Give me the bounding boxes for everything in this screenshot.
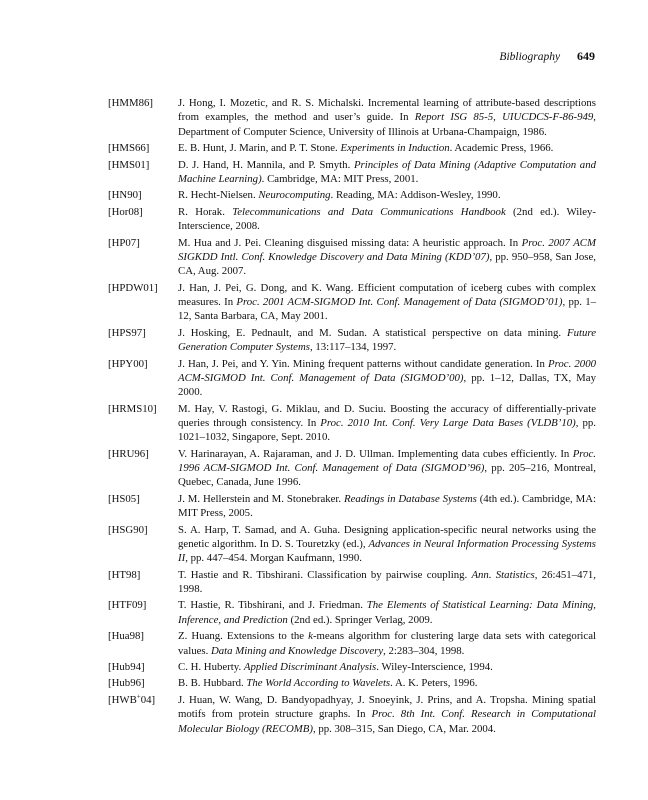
bib-text-italic: Proc. 8th Int. Conf. Research in Computational Molecular Biology (RECOMB) (178, 708, 596, 735)
bib-entry (108, 158, 596, 187)
bib-text-segment: V. Harinarayan, A. Rajaraman, and J. D. Ullman. Implementing data cubes efficiently. In (178, 447, 573, 460)
bib-entry (108, 402, 596, 445)
bib-text-italic: Applied Discriminant Analysis (243, 660, 377, 673)
bib-key: [HSG90] (108, 523, 148, 536)
bib-entry (108, 188, 596, 202)
bib-text-segment: (4th ed.). Cambridge, MA: MIT Press, 2005. (178, 492, 597, 520)
bib-text-segment: Z. Huang. Extensions to the (178, 630, 309, 643)
bib-text-italic: Report ISG 85-5, UIUCDCS-F-86-949 (414, 111, 594, 124)
bib-text-italic: Proc. 2000 ACM-SIGMOD Int. Conf. Management of Data (SIGMOD’00) (178, 357, 596, 384)
bib-text-italic: The World According to Wavelets (246, 677, 391, 690)
bib-text-segment: , 13:117–134, 1997. (309, 341, 397, 354)
bib-text-segment: , pp. 205–216, Montreal, Quebec, Canada, June 1996. (178, 462, 596, 489)
bib-text-segment: , 26:451–471, 1998. (178, 568, 596, 595)
section-title: Bibliography (499, 51, 561, 63)
bib-text-italic: Advances in Neural Information Processing Systems II (178, 537, 596, 565)
bib-key: [HRU96] (108, 447, 149, 460)
bib-text (178, 236, 596, 279)
bib-entry (108, 326, 596, 355)
bib-text-segment: . Wiley-Interscience, 1994. (376, 660, 493, 673)
bib-text-segment: J. Huan, W. Wang, D. Bandyopadhyay, J. Snoeyink, J. Prins, and A. Tropsha. Mining spatial motifs from protein structure graphs. In (178, 693, 596, 721)
bib-text-segment: J. M. Hellerstein and M. Stonebraker. (178, 492, 345, 505)
bib-key: [HP07] (108, 236, 140, 249)
bib-text-italic: Principles of Data Mining (Adaptive Computation and Machine Learning) (178, 158, 597, 185)
bib-key: [Hub94] (108, 660, 145, 673)
bib-text-italic: Proc. 2010 Int. Conf. Very Large Data Bases (VLDB’10) (320, 416, 576, 429)
bib-text-italic: Experiments in Induction (340, 142, 450, 155)
bib-entry (108, 141, 596, 155)
bib-text (178, 676, 596, 690)
bib-text-italic: The Elements of Statistical Learning: Data Mining, Inference, and Prediction (178, 599, 596, 626)
bib-key: [Hua98] (108, 630, 144, 643)
bib-text-segment: D. J. Hand, H. Mannila, and P. Smyth. (178, 158, 354, 171)
bib-text-segment: . Academic Press, 1966. (449, 142, 554, 155)
bib-text (178, 447, 596, 490)
bib-text-segment: R. Horak. (178, 205, 233, 218)
bib-text-italic: Proc. 1996 ACM-SIGMOD Int. Conf. Management of Data (SIGMOD’96) (178, 447, 596, 474)
bib-key-tail: 04] (140, 693, 156, 706)
bib-key: [HMM86] (108, 97, 153, 109)
page-number: 649 (577, 49, 595, 63)
bib-text-segment: (2nd ed.). Wiley-Interscience, 2008. (178, 205, 596, 233)
bib-text-italic: Readings in Database Systems (344, 492, 477, 505)
bib-text (178, 568, 596, 597)
bib-entry (108, 676, 596, 690)
bib-text-segment: J. Han, J. Pei, G. Dong, and K. Wang. Efficient computation of iceberg cubes with complex measures. In (178, 281, 596, 308)
bib-entry (108, 205, 596, 234)
bib-text-segment: T. Hastie and R. Tibshirani. Classification by pairwise coupling. (178, 568, 472, 581)
bib-text (178, 188, 596, 202)
bib-text (178, 523, 596, 566)
bib-entry (108, 236, 596, 279)
bib-entry (108, 693, 596, 736)
bib-entry (108, 523, 596, 566)
bib-text (178, 141, 596, 155)
bib-key: [HPS97] (108, 326, 146, 339)
bib-text (178, 205, 596, 234)
bib-entry (108, 357, 596, 400)
bib-text-segment: E. B. Hunt, J. Marin, and P. T. Stone. (178, 142, 341, 155)
bib-text-italic: Future Generation Computer Systems (178, 326, 596, 354)
bib-text-segment: -means algorithm for clustering large data sets with categorical values. (178, 630, 596, 657)
bib-key: [HMS01] (108, 158, 150, 171)
bib-text-segment: B. B. Hubbard. (178, 677, 247, 690)
bib-text-italic: k (308, 630, 313, 643)
bib-key: [HPY00] (108, 357, 148, 370)
bib-key: [HTF09] (108, 599, 147, 612)
bib-key-superscript: + (136, 692, 141, 701)
bib-text-segment: . Reading, MA: Addison-Wesley, 1990. (330, 189, 501, 202)
bib-text (178, 629, 596, 658)
bib-key: [HPDW01] (108, 281, 158, 294)
bib-text-segment: , Department of Computer Science, University of Illinois at Urbana-Champaign, 1986. (178, 111, 596, 138)
bib-key: [Hub96] (108, 677, 145, 690)
bib-text-segment: T. Hastie, R. Tibshirani, and J. Friedman. (178, 599, 367, 612)
running-head (499, 49, 595, 64)
bib-text-segment: J. Hong, I. Mozetic, and R. S. Michalski. Incremental learning of attribute-based descriptions from examples, the method and user’s guide. In (178, 97, 596, 124)
bib-text-italic: Telecommunications and Data Communications Handbook (232, 205, 506, 218)
bib-text-italic: Proc. 2007 ACM SIGKDD Intl. Conf. Knowledge Discovery and Data Mining (KDD’07) (178, 236, 596, 263)
bib-text (178, 492, 596, 521)
bib-text-segment: M. Hay, V. Rastogi, G. Miklau, and D. Suciu. Boosting the accuracy of differentially-private queries through consistency. In (178, 402, 596, 429)
bib-entry (108, 598, 596, 627)
bib-key: [HT98] (108, 568, 141, 581)
bib-key-base: [HWB (108, 693, 137, 706)
bib-entry (108, 96, 596, 139)
bib-entry (108, 281, 596, 324)
bib-text (178, 281, 596, 324)
bib-text (178, 402, 596, 445)
bib-text-segment: , 2:283–304, 1998. (383, 644, 465, 657)
bib-text-segment: J. Hosking, E. Pednault, and M. Sudan. A statistical perspective on data mining. (178, 326, 567, 339)
bib-text (178, 96, 596, 139)
bib-entry (108, 629, 596, 658)
bib-text-segment: M. Hua and J. Pei. Cleaning disguised missing data: A heuristic approach. In (178, 236, 522, 249)
bib-text-segment: R. Hecht-Nielsen. (178, 189, 259, 202)
bib-text-segment: , pp. 950–958, San Jose, CA, Aug. 2007. (178, 250, 596, 278)
bib-text (178, 660, 596, 674)
bib-text-segment: . A. K. Peters, 1996. (390, 677, 478, 690)
bib-text-segment: , pp. 1021–1032, Singapore, Sept. 2010. (178, 416, 596, 444)
bib-text-italic: Proc. 2001 ACM-SIGMOD Int. Conf. Management of Data (SIGMOD’01) (236, 295, 563, 308)
bib-entry (108, 492, 596, 521)
bib-entry (108, 447, 596, 490)
bib-key: [HN90] (108, 189, 142, 202)
bib-text-segment: , pp. 1–12, Dallas, TX, May 2000. (178, 371, 596, 399)
bib-text-segment: (2nd ed.). Springer Verlag, 2009. (287, 613, 433, 626)
bib-text-segment: , pp. 447–454. Morgan Kaufmann, 1990. (185, 552, 362, 565)
bib-text (178, 598, 596, 627)
bibliography-list (108, 96, 596, 738)
bib-key: [HS05] (108, 492, 140, 505)
bib-key: [HMS66] (108, 142, 150, 155)
bib-text (178, 158, 596, 187)
bib-key: [HRMS10] (108, 402, 157, 415)
bib-text-segment: J. Han, J. Pei, and Y. Yin. Mining frequent patterns without candidate generation. In (178, 357, 549, 370)
bib-entry (108, 660, 596, 674)
bib-text-segment: , pp. 1–12, Santa Barbara, CA, May 2001. (178, 295, 597, 323)
bib-text-segment: C. H. Huberty. (178, 660, 244, 673)
bib-text (178, 357, 596, 400)
bib-entry (108, 568, 596, 597)
bib-text (178, 326, 596, 355)
bib-key: [Hor08] (108, 205, 143, 218)
bib-text-italic: Ann. Statistics (471, 568, 535, 581)
bib-text (178, 693, 596, 736)
bib-text-segment: S. A. Harp, T. Samad, and A. Guha. Designing application-specific neural networks using the genetic algorithm. In D. S. Touretzky (ed.), (178, 523, 596, 550)
bib-text-italic: Neurocomputing (258, 189, 331, 202)
bib-text-segment: . Cambridge, MA: MIT Press, 2001. (261, 172, 419, 185)
bib-key (108, 693, 155, 707)
bib-text-italic: Data Mining and Knowledge Discovery (210, 644, 384, 657)
bib-text-segment: , pp. 308–315, San Diego, CA, Mar. 2004. (312, 722, 496, 735)
